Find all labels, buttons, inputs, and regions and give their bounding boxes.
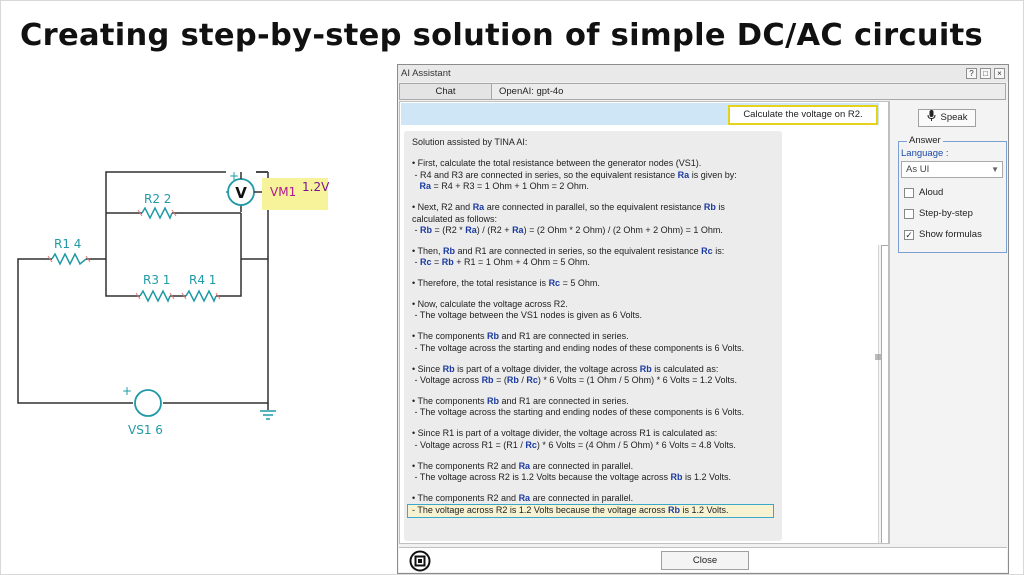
vs1-label: VS1 6: [128, 423, 163, 437]
answer-step-6: • The components Rb and R1 are connected in series. - The voltage across the starting and ending nodes of these components is 6 Volts.: [412, 331, 745, 353]
tab-bar: [399, 83, 1006, 100]
answer-scroll-thumb[interactable]: [881, 245, 889, 544]
r2-label: R2 2: [144, 192, 172, 206]
speak-button[interactable]: [918, 109, 976, 127]
answer-final-line: - The voltage across R2 is 1.2 Volts because the voltage across Rb is 1.2 Volts.: [407, 504, 774, 517]
options-panel: [889, 101, 1008, 544]
r2-resistor: [142, 208, 172, 218]
answer-scrollbar[interactable]: [878, 245, 889, 544]
ai-answer: [404, 131, 782, 541]
close-window-button[interactable]: ×: [994, 68, 1005, 79]
vm1-reading: 1.2V: [302, 180, 330, 194]
voltage-source-vs1: [135, 390, 161, 416]
r1-label: R1 4: [54, 237, 82, 251]
vm1-label: VM1: [270, 185, 297, 199]
close-button[interactable]: Close: [661, 551, 749, 570]
circuit-schematic: [0, 150, 400, 450]
chevron-down-icon: ▼: [991, 165, 999, 174]
maximize-button[interactable]: □: [980, 68, 991, 79]
stop-icon[interactable]: [409, 550, 431, 572]
r3-label: R3 1: [143, 273, 171, 287]
ai-assistant-window: [397, 64, 1009, 574]
vs1-plus-sign: +: [122, 384, 133, 398]
answer-step-7: • Since Rb is part of a voltage divider, the voltage across Rb is calculated as: - Voltage across Rb = (Rb / Rc) * 6 Volts = (1 Ohm / 5 Ohm) * 6 Volts = 1.2 Volts.: [412, 363, 737, 386]
answer-group-label: Answer: [909, 135, 941, 146]
model-label: OpenAI: gpt-4o: [499, 86, 564, 97]
answer-step-4: • Therefore, the total resistance is Rc = 5 Ohm.: [412, 278, 600, 289]
answer-step-1: • First, calculate the total resistance between the generator nodes (VS1). - R4 and R3 are connected in series, so the equivalent resistance Ra is given by: Ra = R4 + R3 = 1 Ohm + 1 Ohm = 2 Ohm.: [412, 158, 737, 192]
title-bar: [398, 65, 1008, 82]
vm-plus-sign: +: [229, 169, 240, 183]
answer-step-2: • Next, R2 and Ra are connected in parallel, so the equivalent resistance Rb is calculated as follows: - Rb = (R2 * Ra) / (R2 + Ra) = (2 Ohm * 2 Ohm) / (2 Ohm + 2 Ohm) = 1 Ohm.: [412, 202, 725, 235]
help-button[interactable]: ?: [966, 68, 977, 79]
ground-icon: [260, 411, 276, 419]
answer-step-5: • Now, calculate the voltage across R2. - The voltage between the VS1 nodes is given as 6 Volts.: [412, 299, 642, 321]
r3-resistor: [140, 291, 170, 301]
language-select[interactable]: As UI ▼: [901, 161, 1003, 178]
r4-resistor: [186, 291, 216, 301]
r4-label: R4 1: [189, 273, 217, 287]
svg-text:V: V: [235, 184, 247, 202]
checkbox-box[interactable]: [904, 188, 914, 198]
chat-area: [399, 101, 889, 544]
checkbox-box[interactable]: [904, 209, 914, 219]
answer-options-group: Answer Language : As UI ▼ Aloud Step-by-step ✓ Show formulas: [898, 141, 1007, 253]
language-label: Language :: [901, 148, 949, 159]
user-message: Calculate the voltage on R2.: [728, 105, 878, 125]
r1-resistor: [52, 254, 86, 264]
tab-chat[interactable]: Chat: [400, 84, 492, 99]
answer-step-8: • The components Rb and R1 are connected in series. - The voltage across the starting and ending nodes of these components is 6 Volts.: [412, 396, 745, 418]
slide-title: Creating step-by-step solution of simple DC/AC circuits: [20, 18, 983, 53]
grip-icon[interactable]: [874, 353, 882, 361]
answer-intro: Solution assisted by TINA AI:: [412, 137, 528, 147]
answer-step-11: • The components R2 and Ra are connected in parallel. - The voltage across R2 is 1.2 Volts because the voltage across Rb is 1.2 Volts.: [412, 493, 774, 518]
window-title: AI Assistant: [401, 68, 451, 79]
speak-label: Speak: [940, 112, 968, 123]
user-message-band: [401, 103, 879, 125]
checkmark-icon[interactable]: ✓: [905, 230, 913, 240]
answer-step-9: • Since R1 is part of a voltage divider, the voltage across R1 is calculated as: - Voltage across R1 = (R1 / Rc) * 6 Volts = (4 Ohm / 5 Ohm) * 6 Volts = 4.8 Volts.: [412, 428, 736, 450]
answer-step-3: • Then, Rb and R1 are connected in series, so the equivalent resistance Rc is: - Rc = Rb + R1 = 1 Ohm + 4 Ohm = 5 Ohm.: [412, 245, 725, 268]
microphone-icon: [927, 110, 936, 121]
answer-step-10: • The components R2 and Ra are connected in parallel. - The voltage across R2 is 1.2 Volts because the voltage across Rb is 1.2 Volts.: [412, 460, 732, 483]
bottom-bar: [399, 547, 1007, 572]
